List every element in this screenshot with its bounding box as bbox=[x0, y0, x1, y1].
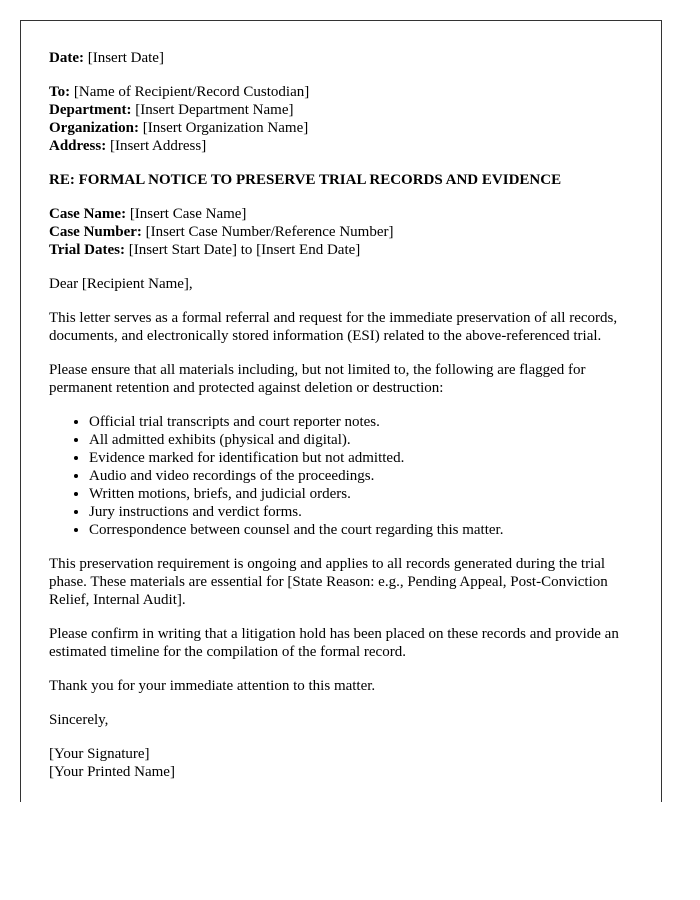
paragraph: Please ensure that all materials including, but not limited to, the following are flagged for permanent retention and protected against deletion or destruction: bbox=[49, 362, 586, 396]
list-item: • Jury instructions and verdict forms. bbox=[89, 503, 632, 521]
subject-line: RE: FORMAL NOTICE TO PRESERVE TRIAL RECORDS AND EVIDENCE bbox=[49, 172, 562, 188]
list-item: • Evidence marked for identification but not admitted. bbox=[89, 449, 632, 467]
date-line: Date: [Insert Date] bbox=[49, 50, 164, 66]
closing: Sincerely, bbox=[49, 712, 109, 728]
paragraph: This preservation requirement is ongoing and applies to all records generated during the trial phase. These materials are essential for [State Reason: e.g., Pending Appeal, Post-Conviction Relief, Internal Audit]. bbox=[49, 556, 608, 608]
list-item: • All admitted exhibits (physical and digital). bbox=[89, 431, 632, 449]
case-block: Case Name: [Insert Case Name] Case Number: [Insert Case Number/Reference Number] Trial Dates: [Insert Start Date] to [Insert End Date] bbox=[49, 206, 394, 258]
records-list bbox=[49, 413, 632, 539]
salutation: Dear [Recipient Name], bbox=[49, 276, 193, 292]
list-item: • Correspondence between counsel and the court regarding this matter. bbox=[89, 521, 632, 539]
list-item: • Official trial transcripts and court reporter notes. bbox=[89, 413, 632, 431]
paragraph: Please confirm in writing that a litigation hold has been placed on these records and provide an estimated timeline for the compilation of the formal record. bbox=[49, 626, 619, 660]
list-item: • Written motions, briefs, and judicial orders. bbox=[89, 485, 632, 503]
paragraph: Thank you for your immediate attention to this matter. bbox=[49, 678, 376, 694]
list-item: • Audio and video recordings of the proceedings. bbox=[89, 467, 632, 485]
letter-page bbox=[20, 20, 662, 802]
paragraph: This letter serves as a formal referral and request for the immediate preservation of all records, documents, and electronically stored information (ESI) related to the above-referenced trial. bbox=[49, 310, 618, 344]
signature-block: [Your Signature] [Your Printed Name] bbox=[49, 746, 175, 780]
recipient-block: To: [Name of Recipient/Record Custodian] Department: [Insert Department Name] Organization: [Insert Organization Name] Address: [Insert Address] bbox=[49, 84, 310, 154]
